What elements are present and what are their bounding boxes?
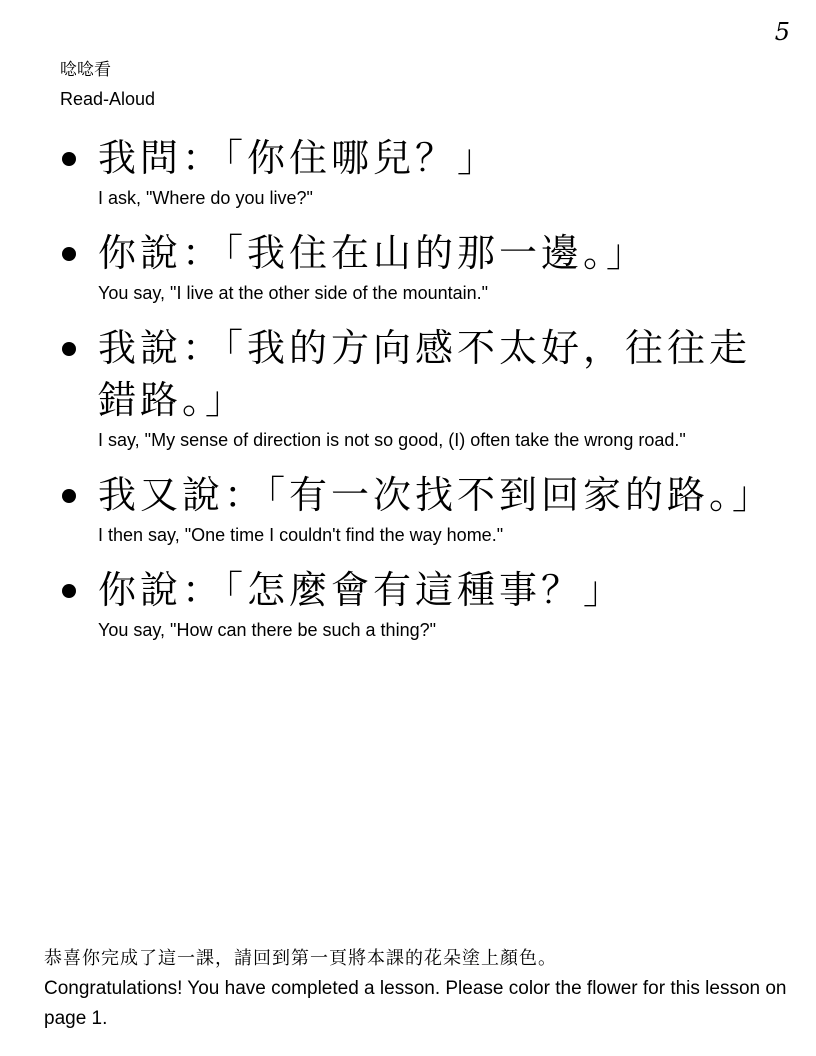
english-translation: You say, "I live at the other side of the mountain." [98,283,489,303]
bullet-icon [62,247,76,261]
bullet-icon [62,489,76,503]
bullet-icon [62,584,76,598]
footer-chinese: 恭喜你完成了這一課，請回到第一頁將本課的花朵塗上顏色。 [44,948,557,969]
list-item [60,322,790,452]
chinese-sentence: 我說：「我的方向感不太好，往往走錯路。」 [98,326,752,422]
list-item [60,227,790,305]
list-item [60,132,790,210]
page-number: 5 [774,18,790,46]
completion-message [44,944,794,1034]
english-translation: You say, "How can there be such a thing?" [98,620,436,640]
bullet-icon [62,342,76,356]
english-translation: I then say, "One time I couldn't find the way home." [98,525,504,545]
english-translation: I say, "My sense of direction is not so good, (I) often take the wrong road." [98,430,686,450]
chinese-sentence: 你說：「我住在山的那一邊。」 [98,231,649,275]
chinese-sentence: 你說：「怎麼會有這種事？」 [98,568,626,612]
read-aloud-list [60,132,790,659]
english-translation: I ask, "Where do you live?" [98,188,313,208]
footer-english: Congratulations! You have completed a lesson. Please color the flower for this lesson on page 1. [44,978,787,1029]
heading-chinese: 唸唸看 [60,60,111,80]
section-heading [60,58,155,112]
heading-english: Read-Aloud [60,89,156,109]
list-item [60,469,790,547]
list-item [60,564,790,642]
chinese-sentence: 我問：「你住哪兒？」 [98,136,500,180]
chinese-sentence: 我又說：「有一次找不到回家的路。」 [98,473,775,517]
bullet-icon [62,152,76,166]
